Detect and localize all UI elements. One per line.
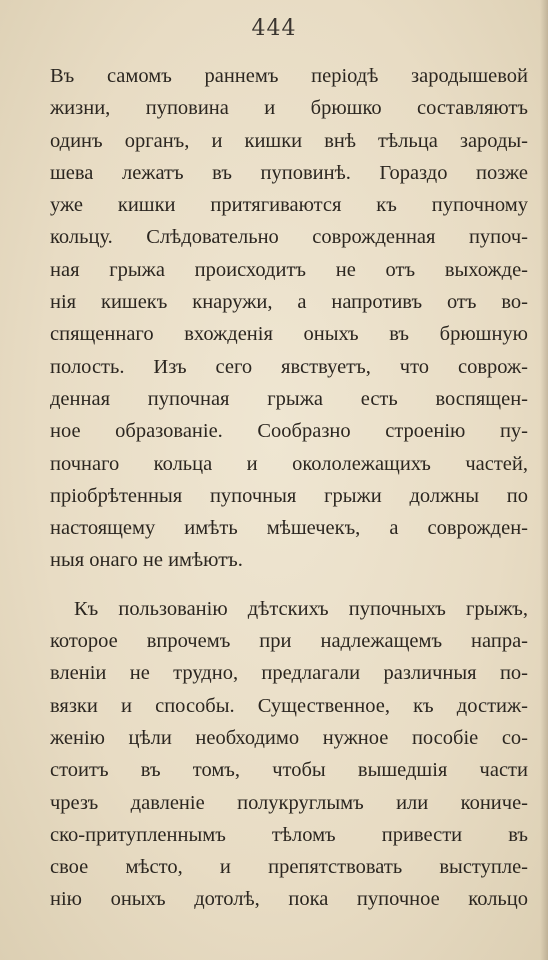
text-line: жизни, пуповина и брюшко составляютъ: [50, 97, 528, 120]
text-line: ная грыжа происходитъ не отъ выхожде-: [50, 258, 528, 281]
text-line: пріобрѣтенныя пупочныя грыжи должны по: [50, 484, 528, 507]
text-line: спященнаго вхожденія оныхъ въ брюшную: [50, 323, 528, 346]
text-line: Къ пользованію дѣтскихъ пупочныхъ грыжъ,: [74, 597, 528, 620]
page-edge-shadow: [540, 0, 548, 960]
text-line: чрезъ давленіе полукруглымъ или кониче-: [50, 791, 528, 814]
paragraph-1: [50, 60, 528, 577]
page-number: 444: [251, 16, 297, 41]
text-line: свое мѣсто, и препятствовать выступле-: [50, 856, 528, 879]
text-line: кольцу. Слѣдовательно соврожденная пупоч-: [50, 226, 528, 249]
text-line: ско-притупленнымъ тѣломъ привести въ: [50, 823, 528, 846]
paragraph-gap: [50, 577, 528, 593]
text-line: нія кишекъ кнаружи, а напротивъ отъ во-: [50, 291, 528, 314]
text-line: полость. Изъ сего явствуетъ, что соврож-: [50, 355, 528, 378]
text-line: стоитъ въ томъ, чтобы вышедшія части: [50, 759, 528, 782]
text-line: уже кишки притягиваются къ пупочному: [50, 194, 528, 217]
text-line: Въ самомъ раннемъ періодѣ зародышевой: [50, 65, 528, 87]
text-line: женію цѣли необходимо нужное пособіе со-: [50, 726, 528, 749]
text-line: нію оныхъ дотолѣ, пока пупочное кольцо: [50, 888, 528, 911]
text-line: вязки и способы. Существенное, къ достиж-: [50, 694, 528, 717]
text-line: почнаго кольца и окололежащихъ частей,: [50, 452, 528, 475]
text-line: которое впрочемъ при надлежащемъ напра-: [50, 630, 528, 653]
text-line: шева лежатъ въ пуповинѣ. Гораздо позже: [50, 161, 528, 184]
text-line: ныя онаго не имѣютъ.: [50, 549, 243, 572]
text-line: денная пупочная грыжа есть воспящен-: [50, 387, 528, 410]
text-line: ное образованіе. Сообразно строенію пу-: [50, 420, 528, 443]
paragraph-2: [50, 593, 528, 916]
text-line: одинъ органъ, и кишки внѣ тѣльца зароды-: [50, 129, 528, 152]
text-line: вленіи не трудно, предлагали различныя по-: [50, 662, 528, 685]
text-line: настоящему имѣть мѣшечекъ, а соврожден-: [50, 517, 528, 540]
page-text: [50, 60, 528, 916]
